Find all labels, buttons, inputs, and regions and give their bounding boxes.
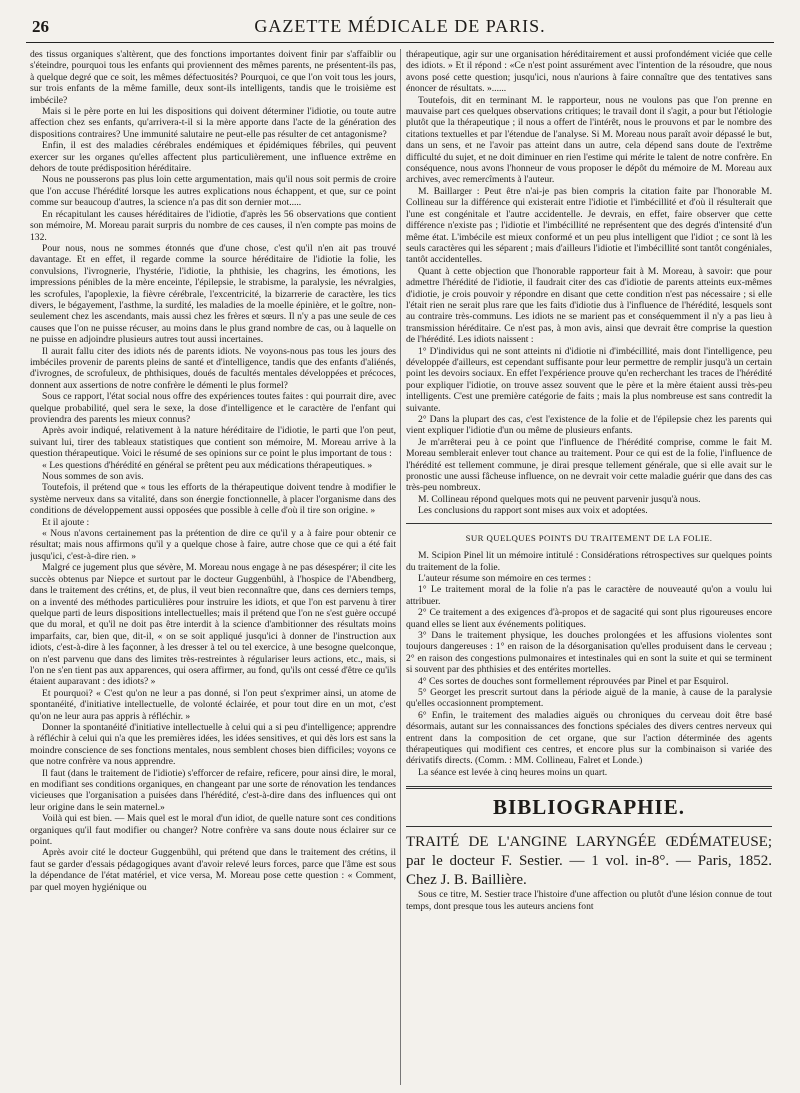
article-columns [30,49,772,1085]
paragraph: 1° D'individus qui ne sont atteints ni d'idiotie ni d'imbécillité, mais dont l'intelligence, peu développée d'ailleurs, est cependant suffisante pour leur permettre de remplir jusqu'à un certain point les devoirs sociaux. En effet l'expérience prouve qu'en recherchant les traces de l'hérédité pour expliquer l'idiotie, on trouve assez souvent que le père et la mère étaient aussi très-peu intelligents. C'est une première catégorie de faits ; mais la plus nombreuse est sans contredit la suivante. [406,345,772,414]
paragraph: L'auteur résume son mémoire en ces termes : [418,572,592,584]
paragraph: 6° Enfin, le traitement des maladies aiguës ou chroniques du cerveau doit être basé désormais, autant sur les connaissances des fonctions spéciales des divers centres nerveux qui entrent dans la composition de cet organe, que sur l'action déterminée des agents thérapeutiques qui modifient ces centres, et encore plus sur la combinaison si variée des dérivatifs directs. (Comm. : MM. Collineau, Falret et Londe.) [406,709,772,767]
page-header [26,14,774,43]
paragraph: Mais si le père porte en lui les dispositions qui doivent déterminer l'idiotie, ou toute autre affection chez ses enfants, qu'arrivera-t-il si la mère apporte dans l'acte de la génération des dispositions contraires? Une immunité salutaire ne peut-elle pas résulter de cet antagonisme? [30,106,396,140]
paragraph: M. Baillarger : Peut être n'ai-je pas bien compris la citation faite par l'honorable M. Collineau sur la différence qui existerait entre l'idiotie et l'imbécillité et d'où il résulterait que l'une est congénitale et l'autre accidentelle. Je devrais, en effet, faire observer que cette différence n'existe pas ; l'idiotie et l'imbécillité ne représentent que des degrés d'intensité d'un même état. L'imbécile est mieux conformé et un peu plus intelligent que l'idiot ; ce sont là les seuls caractères qui les séparent ; mais d'ailleurs l'idiotie et l'imbécillité sont tantôt congéniales, tantôt accidentelles. [406,185,772,266]
paragraph: M. Scipion Pinel lit un mémoire intitulé : Considérations rétrospectives sur quelques points du traitement de la folie. [406,550,772,573]
paragraph: Sous ce rapport, l'état social nous offre des expériences toutes faites : qui pourrait dire, avec quelque probabilité, quel sera le sexe, la dose d'intelligence et le caractère de l'enfant qui proviendra des parents les mieux connus? [30,391,396,425]
paragraph: Nous ne pousserons pas plus loin cette argumentation, mais qu'il nous soit permis de croire que l'on accuse l'hérédité lorsque les autres explications nous échappent, et que, sur ce point comme sur beaucoup d'autres, la science n'a pas dit son dernier mot..... [30,174,396,209]
journal-title: GAZETTE MÉDICALE DE PARIS. [254,16,546,36]
paragraph: En récapitulant les causes héréditaires de l'idiotie, d'après les 56 observations que contient son mémoire, M. Moreau parait surpris du nombre de ces causes, il n'en compte pas moins de 132. [30,208,396,243]
paragraph: Les conclusions du rapport sont mises aux voix et adoptées. [418,505,648,517]
paragraph: Malgré ce jugement plus que sévère, M. Moreau nous engage à ne pas désespérer; il cite les succès obtenus par Niepce et surtout par le docteur Guggenbühl, à l'hospice de l'Abendberg, dans le traitement des crétins, et, de plus, il veut bien reconnaître que, dans ces derniers temps, on a inventé des méthodes particulières pour instruire les idiots, et que l'on est parvenu à tirer quelque parti de leurs dispositions intellectuelles; mais il prétend que l'on ne s'est guère occupé que du moral, et qu'il ne doit pas être interdit à la science d'ambitionner des résultats moins imparfaits, car, bien que, dit-il, « on se soit appliqué jusqu'ici à donner de l'instruction aux idiots, c'est-à-dire à les façonner, à les dresser à tel ou tel exercice, à une besogne quelconque, on n'est parvenu que dans des limites très-restreintes à régulariser leurs actions, etc., mais, si l'on ne s'en tient pas aux apparences, qui osera affirmer, au fond, qu'ils ont cessé d'être ce qu'ils étaient auparavant : des idiots? » [30,562,396,688]
paragraph: Toutefois, dit en terminant M. le rapporteur, nous ne voulons pas que l'on prenne en mauvaise part ces quelques observations critiques; le travail dont il s'agit, a pour but l'étiologie plutôt que la thérapeutique ; il nous a offert de l'intérêt, nous le prouvons et par le nombre des citations textuelles et par l'étendue de l'analyse. Si M. Moreau nous paraît avoir dépassé le but, dans un sens, et ne l'avoir pas atteint dans un autre, cela dépend sans doute de l'extrême difficulté du sujet, et ne doit diminuer en rien l'estime qui mérite le talent de notre confrère. En conséquence, nous avons l'honneur de vous proposer le dépôt du mémoire de M. Moreau aux archives, avec remercîments à l'auteur. [406,94,772,186]
paragraph: 2° Ce traitement a des exigences d'à-propos et de sagacité qui sont plus rigoureuses encore quand elles se lient aux événements politiques. [406,607,772,630]
paragraph: Quant à cette objection que l'honorable rapporteur fait à M. Moreau, à savoir: que pour admettre l'hérédité de l'idiotie, il faudrait citer des cas d'idiotie de parents atteints eux-mêmes d'idiotie, je crois pouvoir y répondre en disant que cette condition n'est pas nécessaire ; si elle l'était rien ne serait plus rare que les faits d'idiotie dus à l'influence de l'hérédité, lesquels sont au contraire très-communs. Les idiots ne se marient pas et conséquemment il n'y a pas lieu à transmission héréditaire. Ce n'est pas, à mon avis, ainsi que devrait être comprise la question de l'hérédité. Les idiots naissent : [406,265,772,346]
paragraph: des tissus organiques s'altèrent, que des fonctions importantes doivent finir par s'affaiblir ou s'éteindre, pourquoi tous les enfants qui proviennent des mêmes parents, ne présentent-ils pas, à quelque degré que ce soit, les mêmes défectuosités? Pourquoi, ce que l'on voit tous les jours, sur trois enfants de la même famille, deux sont-ils intelligents, tandis que le troisième est imbécile? [30,49,396,106]
paragraph: Toutefois, il prétend que « tous les efforts de la thérapeutique doivent tendre à modifier le système nerveux dans sa vitalité, dans son énergie fonctionnelle, à placer l'organisme dans des conditions de développement aussi opposées que possible à celle d'où il tire son origine. » [30,482,396,517]
paragraph: Pour nous, nous ne sommes étonnés que d'une chose, c'est qu'il n'en ait pas trouvé davantage. Et en effet, il regarde comme la source héréditaire de l'idiotie la folie, les convulsions, l'ivrognerie, l'hystérie, l'idiotie, la phthisie, les chagrins, les émotions, les impressions pénibles de la mère enceinte, l'épilepsie, le strabisme, la paralysie, les névralgies, les scrofules, l'apoplexie, la fièvre cérébrale, l'excentricité, la bizarrerie de caractère, les tics divers, le bégayement, l'asthme, la surdité, les maladies de la moelle épinière, et le goître, non-seulement chez les ascendants, mais aussi chez les frères et sœurs. Il n'y a pas une seule de ces causes que l'on ne puisse récuser, au moins dans le plus grand nombre de cas, ou à laquelle on ne puisse en adjoindre plusieurs autres tout aussi incertaines. [30,242,396,346]
paragraph: Nous sommes de son avis. [42,471,144,483]
paragraph: 1° Le traitement moral de la folie n'a pas le caractère de nouveauté qu'on a voulu lui attribuer. [406,584,772,607]
paragraph: La séance est levée à cinq heures moins un quart. [418,766,608,778]
paragraph: « Les questions d'hérédité en général se prêtent peu aux médications thérapeutiques. » [42,459,373,471]
paragraph: Sous ce titre, M. Sestier trace l'histoire d'une affection ou plutôt d'une lésion connue de tout temps, dont presque tous les auteurs anciens font [406,889,772,912]
paragraph: thérapeutique, agir sur une organisation héréditairement et aussi profondément viciée que celle des idiots. » Et il répond : «Ce n'est point assurément avec l'intention de la résoudre, que nous avons posé cette question; jusqu'ici, nous n'aurions à faire connaître que des tentatives sans énoncer de résultats. »...... [406,49,772,95]
paragraph: « Nous n'avons certainement pas la prétention de dire ce qu'il y a à faire pour obtenir ce résultat; mais nous affirmons qu'il y a quelque chose à faire, autre chose que ce qui a été fait jusqu'ici, c'est-à-dire rien. » [30,528,396,562]
bibliography-rule [406,786,772,789]
paragraph: Donner la spontanéité d'initiative intellectuelle à celui qui a si peu d'intelligence; apprendre à réfléchir à celui qui n'a que les premières idées, les idées sensitives, et qui dès lors est sans la moindre conscience de ses fonctions mentales, nous semblent choses bien difficiles; voyons ce que notre confrère va nous apprendre. [30,721,396,768]
paragraph: Voilà qui est bien. — Mais quel est le moral d'un idiot, de quelle nature sont ces conditions organiques qu'il faut modifier ou changer? Notre confrère va sans doute nous éclairer sur ce point. [30,813,396,848]
paragraph: 3° Dans le traitement physique, les douches prolongées et les affusions violentes sont toujours dangereuses : 1° en raison de la désorganisation qu'elles produisent dans le cerveau ; 2° en raison des congestions pulmonaires et intestinales qui en sont la suite et qui se terminent si souvent par des phthisies et des entérites mortelles. [406,629,772,676]
paragraph: Et pourquoi? « C'est qu'on ne leur a pas donné, si l'on peut s'exprimer ainsi, un atome de spontanéité, d'initiative intellectuelle, de volonté éclairée, et pour tout dire en un mot, c'est qu'on ne leur aura pas appris à réfléchir. » [30,687,396,722]
paragraph: 2° Dans la plupart des cas, c'est l'existence de la folie et de l'épilepsie chez les parents qui vient expliquer l'idiotie d'un ou même de plusieurs enfants. [406,414,772,437]
paragraph: Je m'arrêterai peu à ce point que l'influence de l'hérédité comprise, comme le fait M. Moreau semblerait enlever tout chance au traitement. Pour ce qui est de la folie, l'influence de l'hérédité est tellement commune, je dirai presque tellement générale, que si elle avait sur le pronostic une aussi fâcheuse influence, on ne devrait voir cette maladie guérir que dans des cas très-peu nombreux. [406,436,772,494]
paragraph: 4° Ces sortes de douches sont formellement réprouvées par Pinel et par Esquirol. [418,675,729,687]
paragraph: Après avoir indiqué, relativement à la nature héréditaire de l'idiotie, le parti que l'on peut, suivant lui, tirer des tableaux statistiques que contient son mémoire, M. Moreau arrive à la question thérapeutique. Voici le résumé de ses opinions sur ce point le plus important de tous : [30,425,396,460]
paragraph: Il aurait fallu citer des idiots nés de parents idiots. Ne voyons-nous pas tous les jours des imbéciles provenir de parents pleins de santé et d'intelligence, tandis que des enfants d'aliénés, d'ivrognes, de scrofuleux, de phthisiques, doués de facultés mentales développées et précoces, donnent aux assertions de notre confrère le démenti le plus formel? [30,345,396,391]
bibliography-rule-bottom [406,826,772,827]
paragraph: Et il ajoute : [42,516,90,528]
section-heading: SUR QUELQUES POINTS DU TRAITEMENT DE LA FOLIE. [465,532,713,543]
bibliography-heading: BIBLIOGRAPHIE. [493,795,685,820]
paragraph: 5° Georget les prescrit surtout dans la période aiguë de la manie, à cause de la paralysie qu'elles occasionnent promptement. [406,686,772,710]
left-column [30,49,396,1085]
paragraph: Après avoir cité le docteur Guggenbühl, qui prétend que dans le traitement des crétins, il faut se garder d'essais pédagogiques avant d'avoir relevé leurs forces, parce que l'âme est sous la dépendance de l'état matériel, et vice versa, M. Moreau pose cette question : « Comment, par quel moyen hygiénique ou [30,847,396,893]
page-number: 26 [32,17,49,36]
paragraph: Il faut (dans le traitement de l'idiotie) s'efforcer de refaire, reficere, pour ainsi dire, le moral, en modifiant ses conditions organiques, en changeant par une sorte de rénovation les tendances vicieuses que l'organisation a puisées dans l'hérédité, c'est-à-dire dans des influences qui ont leur origine dans le sein maternel.» [30,767,396,813]
right-column [406,49,772,1085]
section-rule [406,523,772,524]
paragraph: Enfin, il est des maladies cérébrales endémiques et épidémiques fébriles, qui peuvent exercer sur les organes qu'elles affectent plus particulièrement, une influence extrême en dehors de toute prédisposition héréditaire. [30,140,396,175]
bibliography-entry: TRAITÉ DE L'ANGINE LARYNGÉE ŒDÉMATEUSE; par le docteur F. Sestier. — 1 vol. in-8°. — Paris, 1852. Chez J. B. Baillière. [406,834,772,888]
paragraph: M. Collineau répond quelques mots qui ne peuvent parvenir jusqu'à nous. [418,493,701,505]
column-divider [400,49,401,1085]
